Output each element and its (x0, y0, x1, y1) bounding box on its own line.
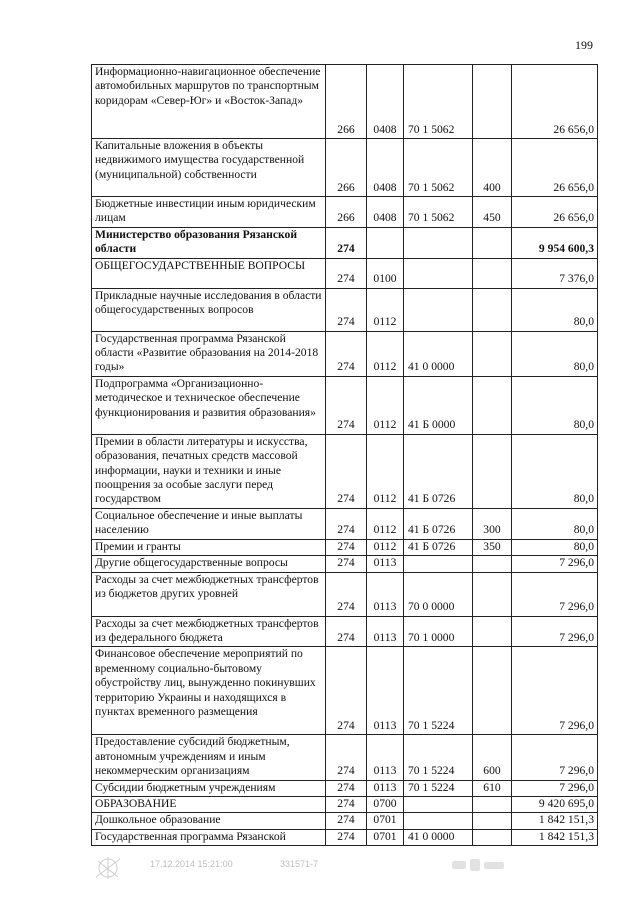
cell-name: Социальное обеспечение и иные выплаты населению (92, 508, 326, 539)
cell-section-code: 0408 (367, 139, 404, 197)
cell-ministry-code: 274 (326, 556, 367, 572)
table-row (92, 139, 598, 197)
cell-expense-type (473, 65, 512, 139)
cell-target-code: 70 1 5062 (404, 65, 473, 139)
cell-ministry-code: 274 (326, 616, 367, 647)
cell-expense-type: 600 (473, 735, 512, 780)
cell-name: Предоставление субсидий бюджетным, автономным учреждениям и иным некоммерческим организациям (92, 735, 326, 780)
table-row (92, 376, 598, 434)
footer-date: 17.12.2014 15:21:00 (150, 859, 233, 869)
cell-name: Государственная программа Рязанской области «Развитие образования на 2014-2018 годы» (92, 331, 326, 376)
cell-expense-type: 300 (473, 508, 512, 539)
cell-target-code (404, 258, 473, 288)
table-row (92, 735, 598, 780)
cell-ministry-code: 274 (326, 227, 367, 258)
cell-section-code: 0112 (367, 434, 404, 508)
cell-section-code: 0113 (367, 735, 404, 780)
cell-target-code (404, 813, 473, 829)
cell-expense-type: 350 (473, 539, 512, 555)
page-number: 199 (575, 38, 593, 52)
cell-ministry-code: 274 (326, 539, 367, 555)
cell-section-code: 0701 (367, 829, 404, 845)
cell-expense-type (473, 434, 512, 508)
cell-ministry-code: 274 (326, 572, 367, 616)
cell-amount: 7 296,0 (512, 556, 598, 572)
cell-target-code: 41 Б 0726 (404, 539, 473, 555)
cell-name: Подпрограмма «Организационно-методическое и техническое обеспечение функционирования и развития образования» (92, 376, 326, 434)
table-row (92, 197, 598, 228)
budget-table-body (92, 65, 598, 846)
cell-amount: 80,0 (512, 434, 598, 508)
cell-ministry-code: 274 (326, 434, 367, 508)
cell-target-code (404, 796, 473, 812)
cell-name: Бюджетные инвестиции иным юридическим лицам (92, 197, 326, 228)
cell-target-code: 70 1 0000 (404, 616, 473, 647)
cell-expense-type (473, 829, 512, 845)
table-row (92, 434, 598, 508)
cell-expense-type (473, 647, 512, 735)
cell-target-code (404, 556, 473, 572)
cell-expense-type (473, 258, 512, 288)
cell-section-code: 0112 (367, 288, 404, 331)
cell-section-code: 0700 (367, 796, 404, 812)
cell-expense-type (473, 556, 512, 572)
cell-section-code: 0113 (367, 556, 404, 572)
cell-ministry-code: 274 (326, 331, 367, 376)
cell-name: Премии и гранты (92, 539, 326, 555)
table-row (92, 227, 598, 258)
cell-amount: 7 376,0 (512, 258, 598, 288)
cell-target-code (404, 227, 473, 258)
cell-target-code: 41 Б 0726 (404, 508, 473, 539)
cell-ministry-code: 274 (326, 258, 367, 288)
page-footer (88, 855, 528, 881)
cell-section-code: 0100 (367, 258, 404, 288)
budget-table (91, 64, 598, 846)
cell-amount: 80,0 (512, 331, 598, 376)
cell-expense-type (473, 796, 512, 812)
cell-target-code: 70 1 5224 (404, 780, 473, 796)
cell-section-code: 0113 (367, 572, 404, 616)
cell-amount: 26 656,0 (512, 65, 598, 139)
cell-ministry-code: 274 (326, 780, 367, 796)
cell-ministry-code: 274 (326, 288, 367, 331)
cell-expense-type (473, 376, 512, 434)
cell-amount: 80,0 (512, 539, 598, 555)
cell-target-code: 70 1 5062 (404, 139, 473, 197)
table-row (92, 647, 598, 735)
cell-name: Капитальные вложения в объекты недвижимого имущества государственной (муниципальной) собственности (92, 139, 326, 197)
table-row (92, 616, 598, 647)
cell-section-code: 0408 (367, 197, 404, 228)
cell-ministry-code: 274 (326, 508, 367, 539)
cell-section-code: 0113 (367, 647, 404, 735)
stamp-smudge-icon (450, 855, 510, 879)
table-row (92, 813, 598, 829)
cell-ministry-code: 274 (326, 735, 367, 780)
cell-expense-type (473, 227, 512, 258)
table-row (92, 556, 598, 572)
cell-ministry-code: 274 (326, 376, 367, 434)
cell-name: Дошкольное образование (92, 813, 326, 829)
cell-amount: 9 954 600,3 (512, 227, 598, 258)
cell-name: ОБЩЕГОСУДАРСТВЕННЫЕ ВОПРОСЫ (92, 258, 326, 288)
cell-section-code: 0113 (367, 616, 404, 647)
cell-amount: 7 296,0 (512, 780, 598, 796)
table-row (92, 796, 598, 812)
cell-name: Финансовое обеспечение мероприятий по временному социально-бытовому обустройству лиц, вынужденно покинувших территорию Украины и находящихся в пунктах временного размещения (92, 647, 326, 735)
cell-amount: 26 656,0 (512, 139, 598, 197)
cell-name: Государственная программа Рязанской (92, 829, 326, 845)
cell-ministry-code: 274 (326, 829, 367, 845)
cell-section-code (367, 227, 404, 258)
cell-expense-type (473, 572, 512, 616)
table-row (92, 331, 598, 376)
cell-target-code: 41 0 0000 (404, 829, 473, 845)
table-row (92, 258, 598, 288)
cell-target-code: 41 Б 0726 (404, 434, 473, 508)
cell-expense-type (473, 331, 512, 376)
cell-target-code: 41 0 0000 (404, 331, 473, 376)
cell-ministry-code: 274 (326, 796, 367, 812)
cell-name: Субсидии бюджетным учреждениям (92, 780, 326, 796)
cell-expense-type: 450 (473, 197, 512, 228)
cell-target-code (404, 288, 473, 331)
cell-name: Прикладные научные исследования в области общегосударственных вопросов (92, 288, 326, 331)
cell-section-code: 0112 (367, 331, 404, 376)
cell-section-code: 0113 (367, 780, 404, 796)
stamp-icon (88, 855, 128, 881)
cell-expense-type (473, 288, 512, 331)
cell-expense-type: 610 (473, 780, 512, 796)
table-row (92, 539, 598, 555)
cell-expense-type (473, 616, 512, 647)
cell-section-code: 0701 (367, 813, 404, 829)
cell-section-code: 0112 (367, 376, 404, 434)
footer-doc-id: 331571-7 (280, 859, 319, 869)
cell-name: Расходы за счет межбюджетных трансфертов из бюджетов других уровней (92, 572, 326, 616)
cell-ministry-code: 274 (326, 813, 367, 829)
cell-target-code: 70 0 0000 (404, 572, 473, 616)
cell-amount: 1 842 151,3 (512, 829, 598, 845)
cell-name: Министерство образования Рязанской области (92, 227, 326, 258)
cell-amount: 80,0 (512, 508, 598, 539)
cell-amount: 80,0 (512, 376, 598, 434)
cell-target-code: 70 1 5224 (404, 735, 473, 780)
cell-target-code: 70 1 5062 (404, 197, 473, 228)
cell-amount: 80,0 (512, 288, 598, 331)
cell-ministry-code: 274 (326, 647, 367, 735)
cell-target-code: 41 Б 0000 (404, 376, 473, 434)
cell-name: Другие общегосударственные вопросы (92, 556, 326, 572)
cell-name: Премии в области литературы и искусства, образования, печатных средств массовой информации, науки и техники и иные поощрения за особые заслуги перед государством (92, 434, 326, 508)
table-row (92, 829, 598, 845)
table-row (92, 288, 598, 331)
cell-amount: 26 656,0 (512, 197, 598, 228)
cell-name: ОБРАЗОВАНИЕ (92, 796, 326, 812)
cell-amount: 7 296,0 (512, 572, 598, 616)
table-row (92, 65, 598, 139)
cell-name: Информационно-навигационное обеспечение автомобильных маршрутов по транспортным коридорам «Север-Юг» и «Восток-Запад» (92, 65, 326, 139)
cell-amount: 9 420 695,0 (512, 796, 598, 812)
cell-ministry-code: 266 (326, 65, 367, 139)
cell-target-code: 70 1 5224 (404, 647, 473, 735)
cell-amount: 7 296,0 (512, 647, 598, 735)
cell-amount: 7 296,0 (512, 735, 598, 780)
cell-name: Расходы за счет межбюджетных трансфертов из федерального бюджета (92, 616, 326, 647)
table-row (92, 508, 598, 539)
cell-expense-type: 400 (473, 139, 512, 197)
table-row (92, 780, 598, 796)
cell-section-code: 0408 (367, 65, 404, 139)
cell-ministry-code: 266 (326, 139, 367, 197)
cell-section-code: 0112 (367, 508, 404, 539)
cell-section-code: 0112 (367, 539, 404, 555)
cell-expense-type (473, 813, 512, 829)
cell-amount: 1 842 151,3 (512, 813, 598, 829)
table-row (92, 572, 598, 616)
cell-amount: 7 296,0 (512, 616, 598, 647)
cell-ministry-code: 266 (326, 197, 367, 228)
